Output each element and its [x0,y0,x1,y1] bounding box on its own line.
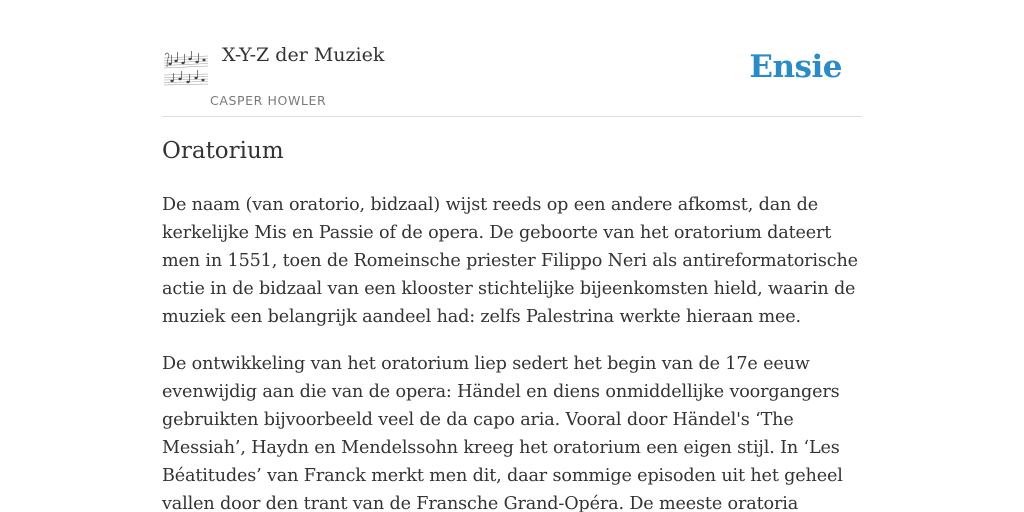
article-paragraph: De naam (van oratorio, bidzaal) wijst reeds op een andere afkomst, dan de kerkelijke Mis en Passie of de opera. De geboorte van het oratorium dateert men in 1551, toen de Romeinsche priester Filippo Neri als antireformatorische actie in de bidzaal van een klooster stichtelijke bijeenkomsten hield, waarin de muziek een belangrijk aandeel had: zelfs Palestrina werkte hieraan mee. [162,195,858,327]
ensie-logo[interactable]: Ensie [749,49,842,85]
article-title: Oratorium [162,138,284,164]
book-header [162,0,862,117]
book-author[interactable]: CASPER HOWLER [210,93,327,108]
sheet-music-thumbnail-icon[interactable] [162,46,210,90]
book-title[interactable]: X-Y-Z der Muziek [222,44,385,66]
article-paragraph: De ontwikkeling van het oratorium liep sedert het begin van de 17e eeuw evenwijdig aan die van de opera: Händel en diens onmiddellijke voorgangers gebruikten bijvoorbeeld veel de da capo aria. Vooral door Händel's ‘The Messiah’, Haydn en Mendelssohn kreeg het oratorium een eigen stijl. In ‘Les Béatitudes’ van Franck merkt men dit, daar sommige episoden uit het geheel vallen door den trant van de Fransche Grand-Opéra. De meeste oratoria [162,354,843,512]
article-body [162,191,862,512]
page [162,0,862,512]
